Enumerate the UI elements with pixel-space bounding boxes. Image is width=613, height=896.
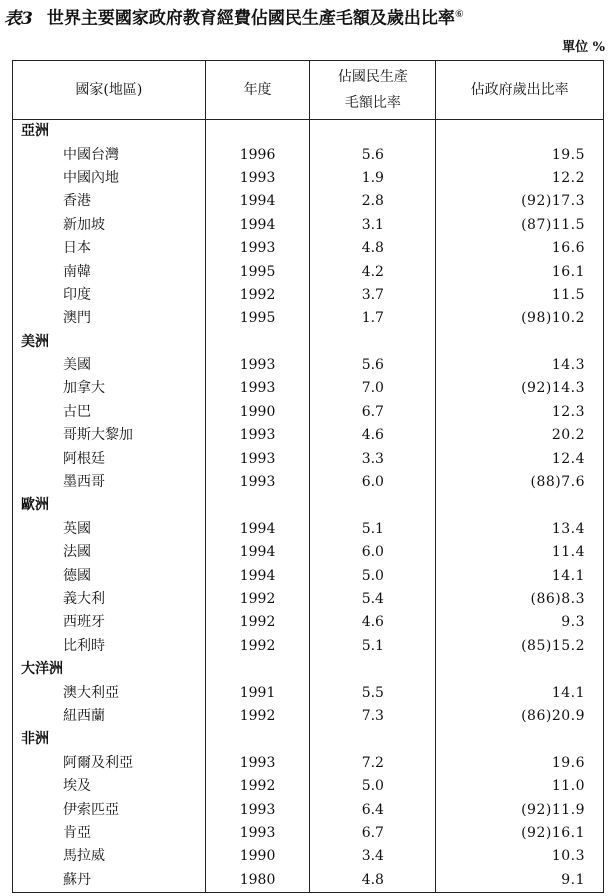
gnp-ratio-cell: 7.2: [310, 752, 436, 775]
gnp-ratio-cell: 5.1: [310, 518, 436, 541]
expenditure-ratio-cell: 14.3: [551, 357, 585, 374]
country-cell: 德國: [13, 564, 206, 587]
gnp-ratio-cell: 3.7: [310, 284, 436, 307]
country-cell: 澳大利亞: [13, 681, 206, 704]
empty-cell: [310, 728, 436, 751]
country-cell: 中國台灣: [13, 143, 206, 166]
empty-cell: [205, 494, 310, 517]
gnp-ratio-cell: 4.6: [310, 611, 436, 634]
year-cell: 1992: [205, 611, 310, 634]
header-expenditure: 佔政府歲出比率: [436, 61, 604, 120]
country-cell: 美國: [13, 354, 206, 377]
expenditure-ratio-cell: 12.4: [551, 450, 585, 467]
year-cell: 1993: [205, 354, 310, 377]
gnp-ratio-cell: 5.5: [310, 681, 436, 704]
empty-cell: [436, 494, 604, 517]
year-cell: 1995: [205, 307, 310, 330]
table-row: [13, 284, 604, 307]
gnp-ratio-cell: 4.2: [310, 260, 436, 283]
year-cell: 1993: [205, 752, 310, 775]
table-row: [13, 869, 604, 893]
gnp-ratio-cell: 6.0: [310, 541, 436, 564]
year-cell: 1994: [205, 564, 310, 587]
header-gnp-line1: 佔國民生產: [337, 69, 408, 85]
year-cell: 1992: [205, 588, 310, 611]
gnp-ratio-cell: 4.8: [310, 869, 436, 893]
expenditure-ratio-cell: 11.5: [551, 286, 585, 303]
gnp-ratio-cell: 7.3: [310, 705, 436, 728]
year-cell: 1993: [205, 167, 310, 190]
country-cell: 墨西哥: [13, 471, 206, 494]
gnp-ratio-cell: 5.0: [310, 775, 436, 798]
empty-cell: [310, 658, 436, 681]
country-cell: 澳門: [13, 307, 206, 330]
table-row: [13, 354, 604, 377]
table-number: 表3: [4, 8, 33, 29]
year-cell: 1992: [205, 635, 310, 658]
table-row: [13, 705, 604, 728]
expenditure-ratio-cell: 9.3: [561, 614, 585, 631]
expenditure-ratio-cell: 11.4: [551, 544, 585, 561]
expenditure-ratio-cell: 14.1: [551, 567, 585, 584]
table-row: [13, 822, 604, 845]
empty-cell: [205, 728, 310, 751]
country-cell: 英國: [13, 518, 206, 541]
table-row: [13, 214, 604, 237]
header-gnp-line2: 毛額比率: [344, 95, 401, 111]
country-cell: 南韓: [13, 260, 206, 283]
country-cell: 埃及: [13, 775, 206, 798]
expenditure-ratio-cell: (92)14.3: [521, 380, 585, 397]
expenditure-ratio-cell: 12.2: [551, 169, 585, 186]
year-cell: 1996: [205, 143, 310, 166]
region-row: [13, 728, 604, 751]
gnp-ratio-cell: 1.7: [310, 307, 436, 330]
expenditure-ratio-cell: (98)10.2: [521, 310, 585, 327]
table-row: [13, 237, 604, 260]
country-cell: 紐西蘭: [13, 705, 206, 728]
region-row: [13, 120, 604, 144]
gnp-ratio-cell: 1.9: [310, 167, 436, 190]
year-cell: 1994: [205, 214, 310, 237]
expenditure-ratio-cell: 14.1: [551, 684, 585, 701]
table-row: [13, 377, 604, 400]
gnp-ratio-cell: 6.7: [310, 822, 436, 845]
year-cell: 1992: [205, 284, 310, 307]
empty-cell: [205, 658, 310, 681]
header-country: 國家(地區): [13, 61, 206, 120]
year-cell: 1994: [205, 541, 310, 564]
expenditure-ratio-cell: 19.6: [551, 754, 585, 771]
gnp-ratio-cell: 5.6: [310, 143, 436, 166]
region-name: 美洲: [13, 331, 206, 354]
empty-cell: [310, 331, 436, 354]
education-expenditure-table: [12, 60, 604, 893]
region-row: [13, 658, 604, 681]
table-row: [13, 401, 604, 424]
year-cell: 1993: [205, 377, 310, 400]
expenditure-ratio-cell: (85)15.2: [521, 637, 585, 654]
expenditure-ratio-cell: (92)17.3: [521, 193, 585, 210]
country-cell: 日本: [13, 237, 206, 260]
table-row: [13, 424, 604, 447]
expenditure-ratio-cell: 16.6: [551, 240, 585, 257]
country-cell: 加拿大: [13, 377, 206, 400]
table-row: [13, 635, 604, 658]
year-cell: 1990: [205, 845, 310, 868]
year-cell: 1992: [205, 705, 310, 728]
year-cell: 1995: [205, 260, 310, 283]
country-cell: 新加坡: [13, 214, 206, 237]
empty-cell: [310, 120, 436, 144]
country-cell: 比利時: [13, 635, 206, 658]
region-name: 歐洲: [13, 494, 206, 517]
country-cell: 蘇丹: [13, 869, 206, 893]
gnp-ratio-cell: 2.8: [310, 190, 436, 213]
empty-cell: [436, 658, 604, 681]
expenditure-ratio-cell: 12.3: [551, 403, 585, 420]
gnp-ratio-cell: 5.4: [310, 588, 436, 611]
country-cell: 中國內地: [13, 167, 206, 190]
header-row: [13, 61, 604, 120]
empty-cell: [436, 120, 604, 144]
table-row: [13, 775, 604, 798]
gnp-ratio-cell: 3.1: [310, 214, 436, 237]
expenditure-ratio-cell: (87)11.5: [521, 216, 585, 233]
expenditure-ratio-cell: 10.3: [551, 848, 585, 865]
year-cell: 1992: [205, 775, 310, 798]
country-cell: 馬拉威: [13, 845, 206, 868]
expenditure-ratio-cell: 9.1: [561, 871, 585, 888]
table-row: [13, 260, 604, 283]
year-cell: 1993: [205, 798, 310, 821]
table-row: [13, 564, 604, 587]
year-cell: 1993: [205, 237, 310, 260]
country-cell: 阿根廷: [13, 447, 206, 470]
year-cell: 1993: [205, 447, 310, 470]
country-cell: 古巴: [13, 401, 206, 424]
gnp-ratio-cell: 5.0: [310, 564, 436, 587]
table-row: [13, 611, 604, 634]
country-cell: 義大利: [13, 588, 206, 611]
country-cell: 香港: [13, 190, 206, 213]
country-cell: 肯亞: [13, 822, 206, 845]
year-cell: 1990: [205, 401, 310, 424]
gnp-ratio-cell: 7.0: [310, 377, 436, 400]
table-row: [13, 752, 604, 775]
year-cell: 1993: [205, 424, 310, 447]
gnp-ratio-cell: 6.7: [310, 401, 436, 424]
gnp-ratio-cell: 4.8: [310, 237, 436, 260]
table-title: [4, 2, 609, 28]
expenditure-ratio-cell: (88)7.6: [530, 474, 585, 491]
empty-cell: [205, 120, 310, 144]
country-cell: 伊索匹亞: [13, 798, 206, 821]
table-row: [13, 447, 604, 470]
region-name: 非洲: [13, 728, 206, 751]
empty-cell: [310, 494, 436, 517]
expenditure-ratio-cell: (86)20.9: [521, 707, 585, 724]
expenditure-ratio-cell: 16.1: [551, 263, 585, 280]
unit-label: 單位 %: [562, 40, 605, 55]
year-cell: 1980: [205, 869, 310, 893]
region-name: 亞洲: [13, 120, 206, 144]
expenditure-ratio-cell: 20.2: [551, 427, 585, 444]
empty-cell: [436, 331, 604, 354]
footnote-mark: ⑥: [454, 9, 464, 20]
gnp-ratio-cell: 6.0: [310, 471, 436, 494]
table-row: [13, 471, 604, 494]
table-row: [13, 307, 604, 330]
expenditure-ratio-cell: 19.5: [551, 146, 585, 163]
year-cell: 1993: [205, 471, 310, 494]
expenditure-ratio-cell: 13.4: [551, 520, 585, 537]
header-gnp: [310, 61, 436, 120]
empty-cell: [205, 331, 310, 354]
gnp-ratio-cell: 3.4: [310, 845, 436, 868]
table-row: [13, 845, 604, 868]
table-row: [13, 518, 604, 541]
gnp-ratio-cell: 4.6: [310, 424, 436, 447]
expenditure-ratio-cell: (86)8.3: [530, 591, 585, 607]
table-row: [13, 190, 604, 213]
country-cell: 西班牙: [13, 611, 206, 634]
table-row: [13, 588, 604, 611]
expenditure-ratio-cell: (92)16.1: [521, 824, 585, 841]
header-year: 年度: [205, 61, 310, 120]
country-cell: 印度: [13, 284, 206, 307]
region-row: [13, 494, 604, 517]
gnp-ratio-cell: 5.1: [310, 635, 436, 658]
country-cell: 哥斯大黎加: [13, 424, 206, 447]
table-caption: 世界主要國家政府教育經費佔國民生產毛額及歲出比率: [46, 8, 455, 29]
gnp-ratio-cell: 6.4: [310, 798, 436, 821]
country-cell: 法國: [13, 541, 206, 564]
table-row: [13, 541, 604, 564]
empty-cell: [436, 728, 604, 751]
year-cell: 1991: [205, 681, 310, 704]
expenditure-ratio-cell: 11.0: [551, 778, 585, 795]
gnp-ratio-cell: 5.6: [310, 354, 436, 377]
year-cell: 1993: [205, 822, 310, 845]
region-row: [13, 331, 604, 354]
table-row: [13, 167, 604, 190]
year-cell: 1994: [205, 190, 310, 213]
country-cell: 阿爾及利亞: [13, 752, 206, 775]
table-row: [13, 798, 604, 821]
region-name: 大洋洲: [13, 658, 206, 681]
table-row: [13, 143, 604, 166]
year-cell: 1994: [205, 518, 310, 541]
table-body: [13, 120, 604, 893]
expenditure-ratio-cell: (92)11.9: [521, 801, 585, 818]
table-row: [13, 681, 604, 704]
gnp-ratio-cell: 3.3: [310, 447, 436, 470]
